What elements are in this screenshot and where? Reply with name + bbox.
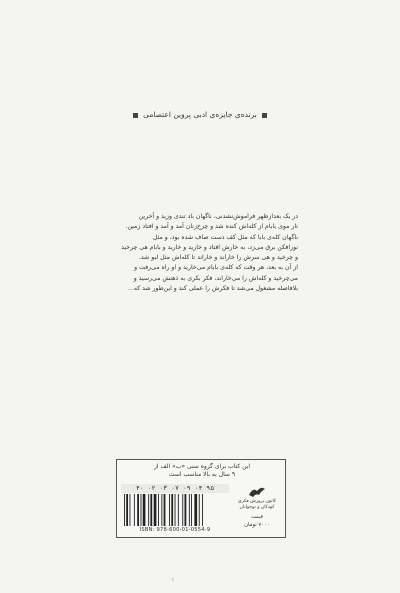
blurb-line: تار موی بابام از کله‌اش کنده شد و چرخ‌زنان آمد و آمد و افتاد زمین. <box>125 223 298 231</box>
barcode-bar <box>124 494 125 526</box>
page-mark: ۱ <box>171 577 175 583</box>
barcode-bar <box>158 494 159 526</box>
barcode-bar <box>141 494 142 526</box>
blurb-line: از آن به بعد، هر وقت که کله‌ی بابام می‌خارید و او راه می‌رفت و <box>134 264 298 272</box>
blurb-line: می‌چرخید و کله‌اش را می‌خاراند، فکر بکری به ذهنش می‌رسید و <box>133 274 298 282</box>
barcode-bar <box>185 494 187 526</box>
barcode-area <box>121 484 229 534</box>
publisher-name-line-2: کودکان و نوجوانان <box>239 505 275 510</box>
barcode-bar <box>137 494 139 526</box>
barcode-info-box <box>116 459 286 538</box>
barcode-bar <box>178 494 179 526</box>
back-cover-blurb <box>118 212 298 294</box>
price-value: ۷۰۰۰ تومان <box>244 522 270 528</box>
barcode-bar <box>169 494 170 526</box>
age-group-line-2: ۹ سال به بالا مناسب است <box>168 471 236 478</box>
blurb-line: در یک بعدازظهر فراموش‌نشدنی، ناگهان باد تندی وزید و آخرین <box>138 213 298 220</box>
barcode-digits: ۴۰ ۰۲ ۰۳ ۰۷ ۰۹ ۰۴ ۹۵ <box>121 484 229 493</box>
barcode-bar <box>130 494 131 526</box>
publisher-logo-icon <box>247 485 267 499</box>
age-group-note <box>117 463 287 483</box>
barcode-bar <box>199 494 200 526</box>
barcode-bar <box>126 494 128 526</box>
blurb-line: ناگهان کله‌ی بابا که مثل کف دست صاف شده بود، و مثل <box>152 233 298 241</box>
isbn-number: ISBN: 978-600-01-0554-9 <box>139 527 211 533</box>
age-group-line-1: این کتاب برای گروه سنی «ب» الف از <box>153 463 251 470</box>
barcode-bar <box>182 494 183 526</box>
publisher-block <box>232 484 282 534</box>
price-label: قیمت <box>251 514 263 520</box>
barcode-bar <box>175 494 176 526</box>
award-line <box>0 110 400 119</box>
blurb-line: و چرخید و هی سرش را خاراند و خاراند تا کله‌اش مثل لبو شد. <box>138 254 298 262</box>
barcode-bar <box>191 494 192 526</box>
award-text: برنده‌ی جایزه‌ی ادبی پروین اعتصامی <box>143 110 257 119</box>
barcode-bar <box>154 494 157 526</box>
barcode-bar <box>189 494 190 526</box>
blurb-line: نورافکن برق می‌زد، به خارش افتاد و خارید و خارید و بابام هی چرخید <box>121 243 298 251</box>
publisher-name-line-1: کانون پرورش فکری <box>237 499 277 504</box>
barcode-bar <box>134 494 135 526</box>
blurb-line: بلافاصله مشغول می‌شد تا فکرش را عملی کند و این‌طور شد که... <box>128 285 298 293</box>
barcode-bar <box>161 494 162 526</box>
square-bullet-icon <box>133 113 138 118</box>
barcode-bar <box>171 494 173 526</box>
barcode-bar <box>164 494 166 526</box>
barcode-icon <box>121 494 229 526</box>
barcode-bar <box>148 494 149 526</box>
square-bullet-icon <box>262 113 267 118</box>
barcode-bar <box>150 494 152 526</box>
barcode-bar <box>194 494 197 526</box>
barcode-bar <box>143 494 146 526</box>
barcode-bar <box>202 494 203 526</box>
